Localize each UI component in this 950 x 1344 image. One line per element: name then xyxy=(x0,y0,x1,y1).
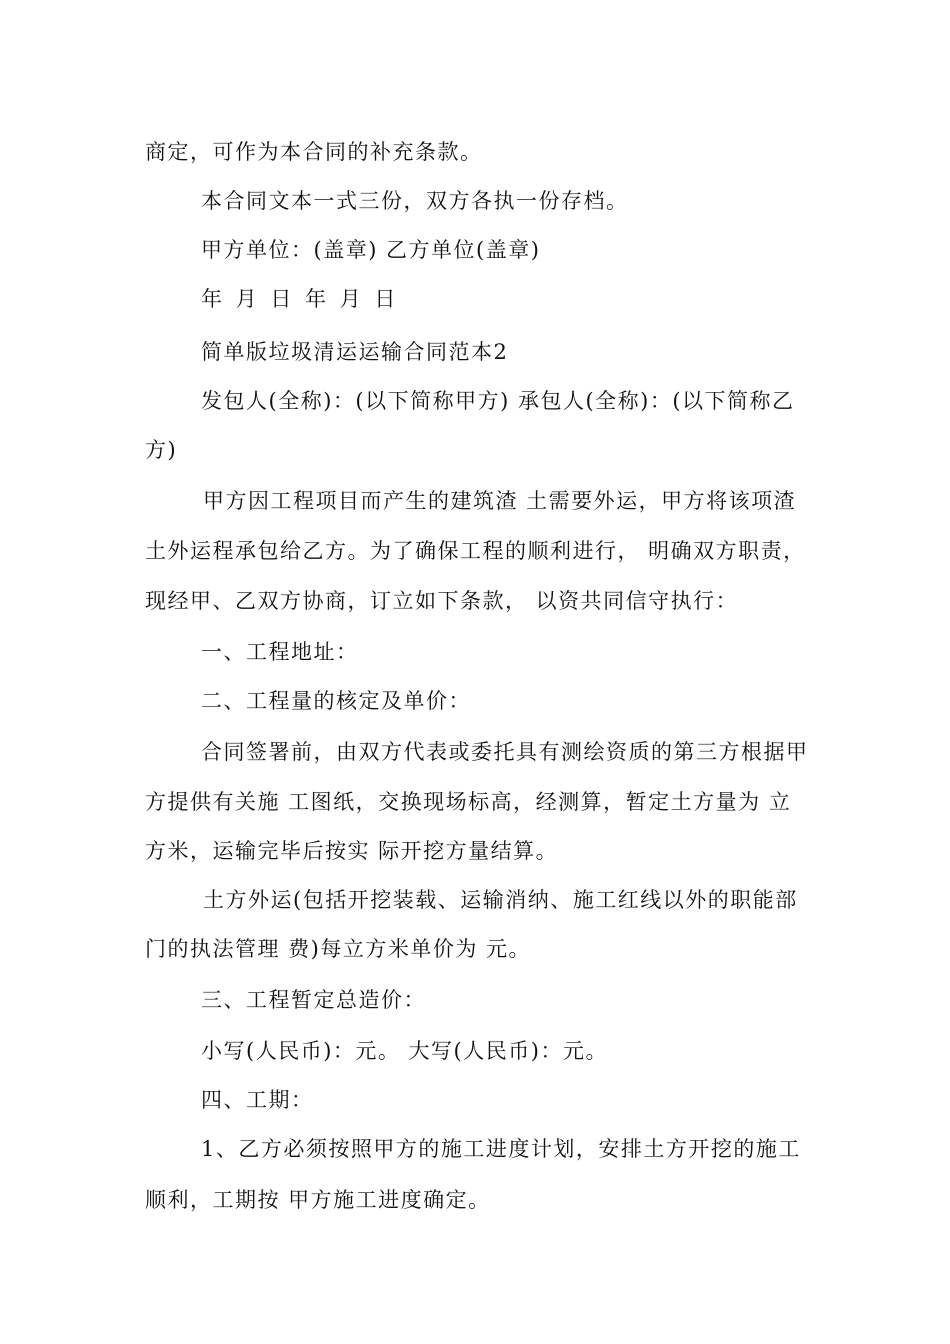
clause-heading: 一、工程地址： xyxy=(201,640,359,664)
section-title: 简单版垃圾清运运输合同范本2 xyxy=(201,340,509,364)
date-line: 年 月 日 年 月 日 xyxy=(201,287,397,311)
paragraph-line: 商定，可作为本合同的补充条款。 xyxy=(145,140,483,164)
paragraph-line: 门的执法管理 费)每立方米单价为 元。 xyxy=(145,937,532,961)
paragraph-line: 土外运程承包给乙方。为了确保工程的顺利进行， 明确双方职责， xyxy=(145,539,806,563)
paragraph-line: 甲方因工程项目而产生的建筑渣 土需要外运，甲方将该项渣 xyxy=(203,489,797,513)
paragraph-line: 小写(人民币)：元。 大写(人民币)：元。 xyxy=(201,1039,608,1063)
paragraph-line: 顺利，工期按 甲方施工进度确定。 xyxy=(145,1188,491,1212)
paragraph-line: 本合同文本一式三份，双方各执一份存档。 xyxy=(201,189,629,213)
paragraph-line: 方米，运输完毕后按实 际开挖方量结算。 xyxy=(145,839,559,863)
paragraph-line: 1、乙方必须按照甲方的施工进度计划，安排土方开挖的施工 xyxy=(201,1137,801,1161)
signature-line: 甲方单位：(盖章) 乙方单位(盖章) xyxy=(201,238,541,262)
clause-heading: 三、工程暂定总造价： xyxy=(201,988,426,1012)
paragraph-line: 发包人(全称)：(以下简称甲方) 承包人(全称)：(以下简称乙 xyxy=(201,389,795,413)
paragraph-line: 现经甲、乙双方协商，订立如下条款， 以资共同信守执行： xyxy=(145,589,739,613)
paragraph-line: 方提供有关施 工图纸，交换现场标高，经测算，暂定土方量为 立 xyxy=(145,790,792,814)
paragraph-line: 方) xyxy=(145,438,178,462)
paragraph-line: 土方外运(包括开挖装载、运输消纳、施工红线以外的职能部 xyxy=(203,888,798,912)
clause-heading: 四、工期： xyxy=(201,1088,314,1112)
paragraph-line: 合同签署前，由双方代表或委托具有测绘资质的第三方根据甲 xyxy=(201,740,809,764)
clause-heading: 二、工程量的核定及单价： xyxy=(201,689,471,713)
